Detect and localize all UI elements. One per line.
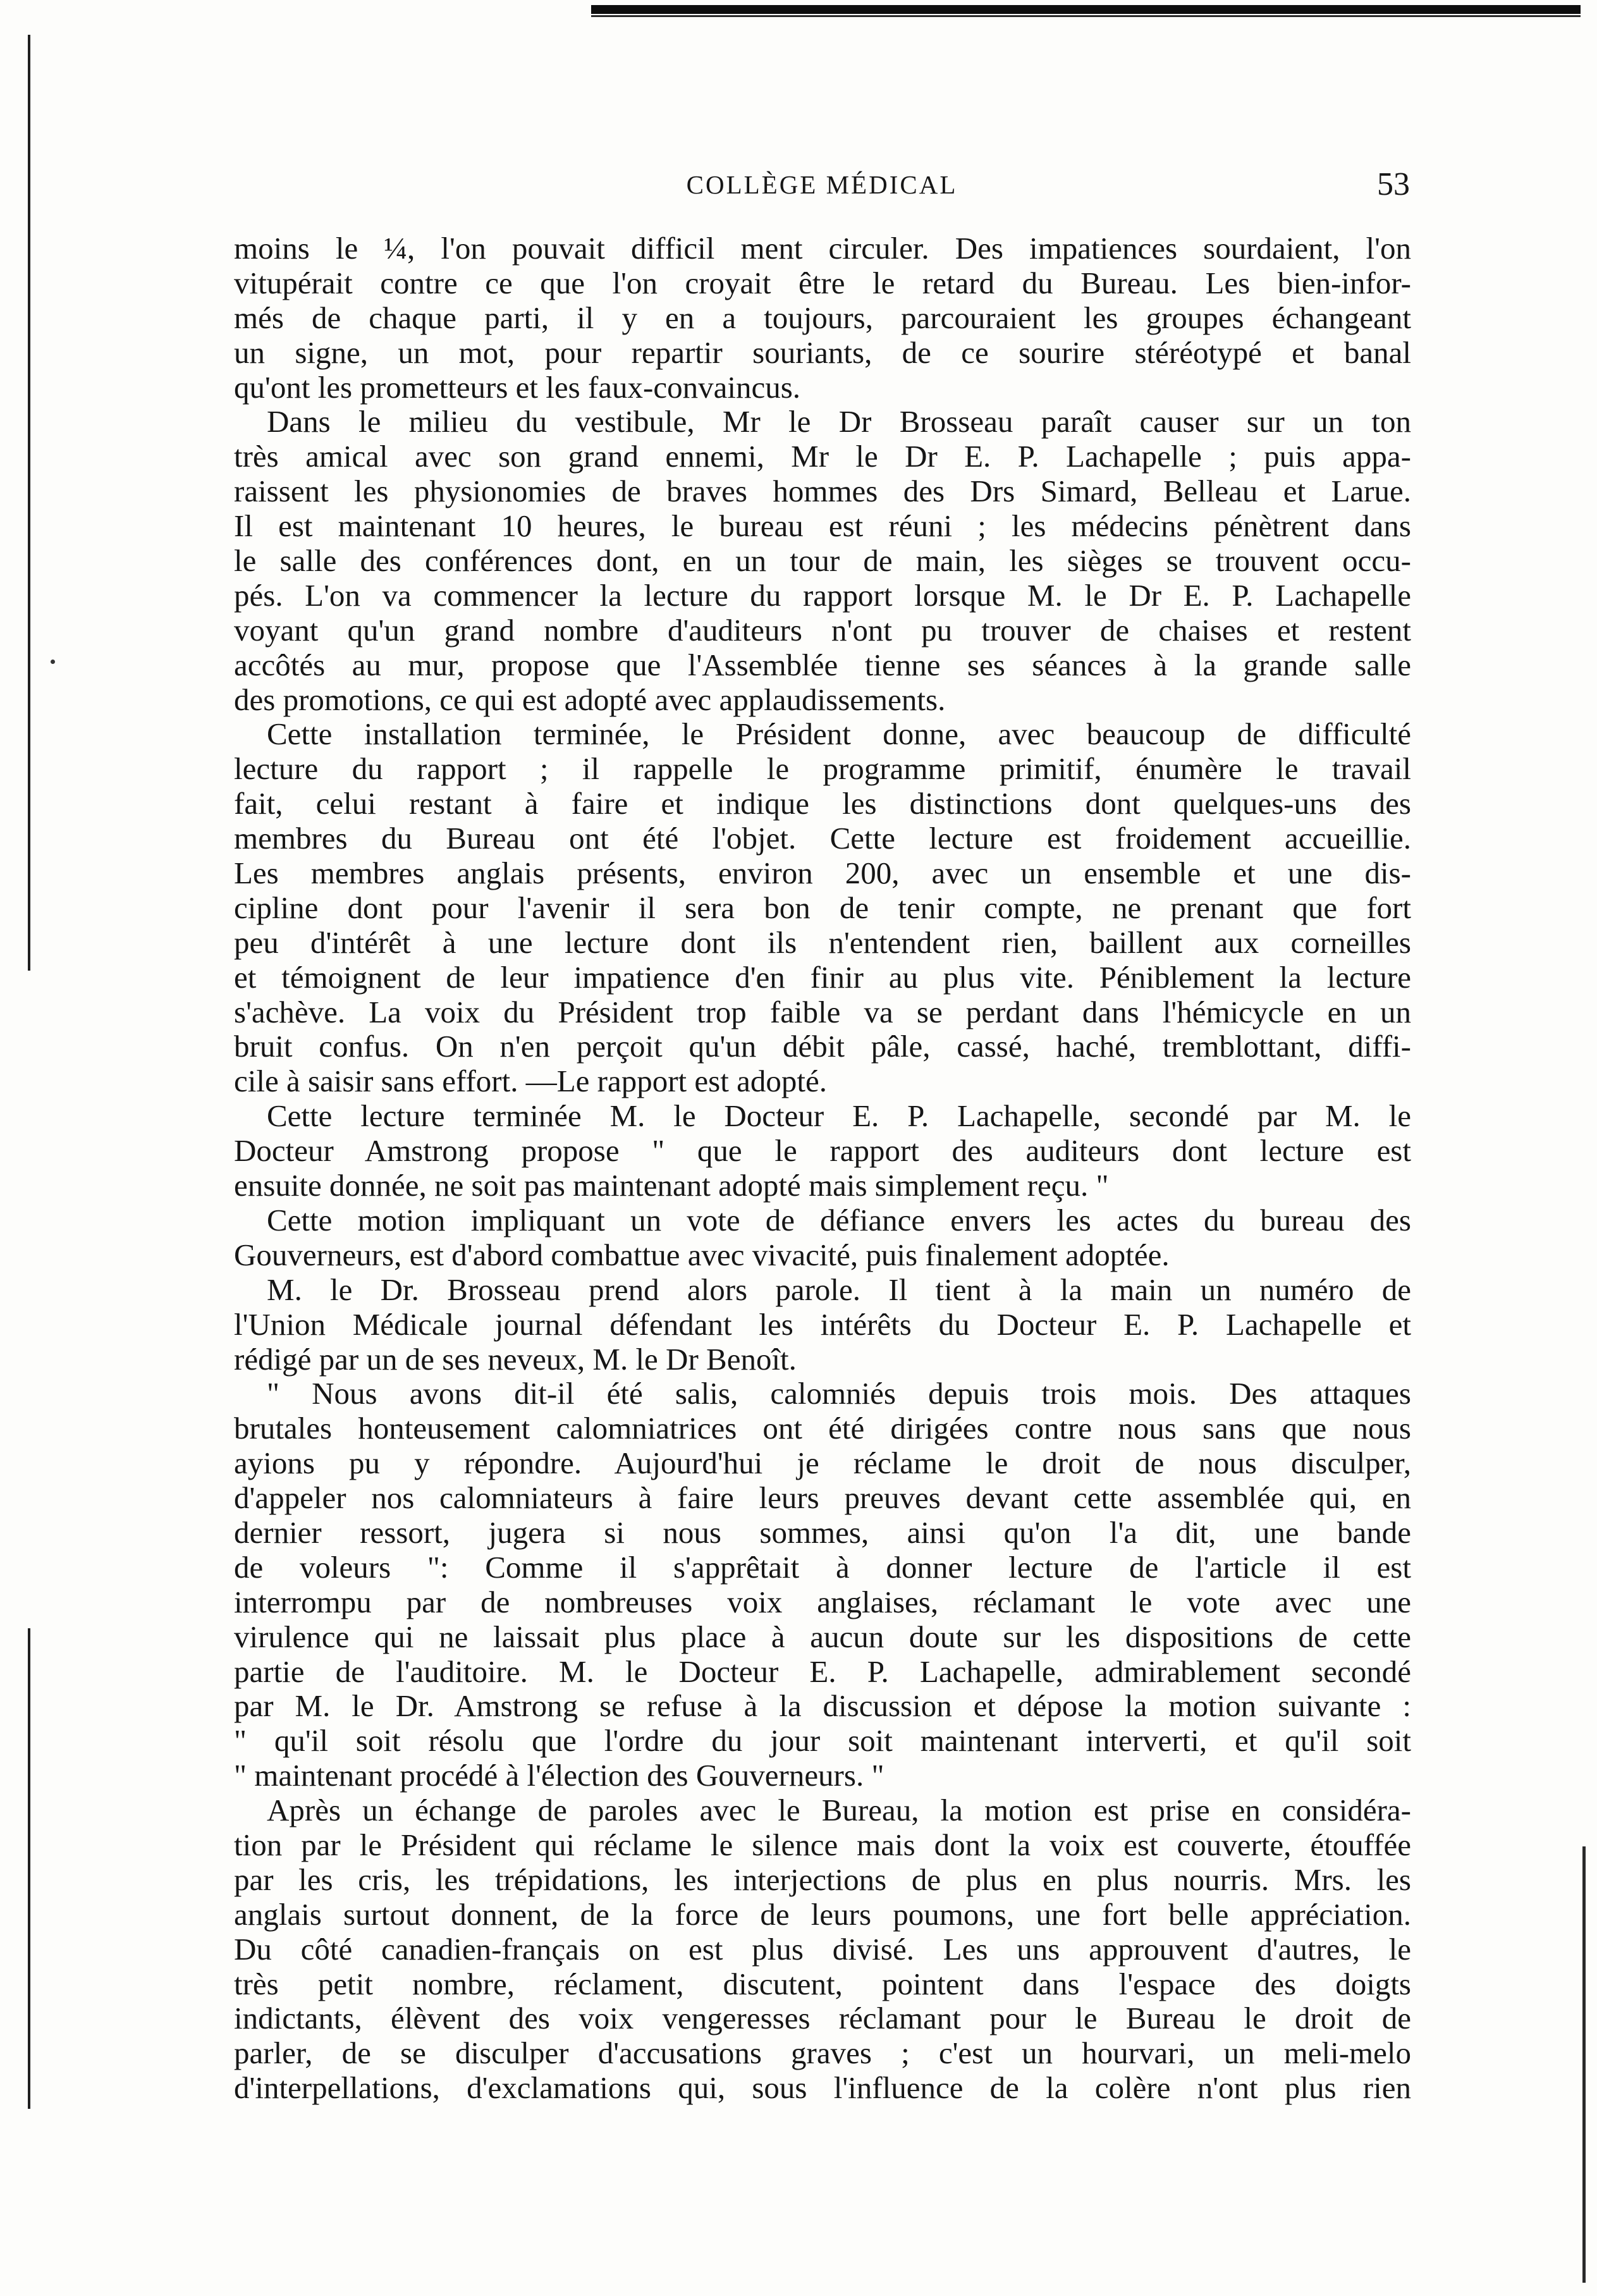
text-line: le salle des conférences dont, en un tour de main, les sièges se trouvent occu- — [234, 544, 1411, 579]
text-line: virulence qui ne laissait plus place à aucun doute sur les dispositions de cette — [234, 1619, 1411, 1654]
page-number: 53 — [1377, 166, 1410, 202]
text-line: més de chaque parti, il y en a toujours, parcouraient les groupes échangeant — [234, 300, 1411, 335]
text-line: Docteur Amstrong propose " que le rapport des auditeurs dont lecture est — [234, 1134, 1411, 1169]
text-line: et témoignent de leur impatience d'en finir au plus vite. Péniblement la lecture — [234, 960, 1411, 995]
text-line: M. le Dr. Brosseau prend alors parole. Il tient à la main un numéro de — [267, 1272, 1411, 1307]
text-line: pés. L'on va commencer la lecture du rapport lorsque M. le Dr E. P. Lachapelle — [234, 578, 1411, 613]
text-line: ayions pu y répondre. Aujourd'hui je réclame le droit de nous disculper, — [234, 1446, 1411, 1481]
text-line: cile à saisir sans effort. —Le rapport est adopté. — [234, 1064, 827, 1099]
text-line: peu d'intérêt à une lecture dont ils n'entendent rien, baillent aux corneilles — [234, 925, 1411, 960]
text-line: d'appeler nos calomniateurs à faire leurs preuves devant cette assemblée qui, en — [234, 1481, 1411, 1516]
text-line: interrompu par de nombreuses voix anglaises, réclamant le vote avec une — [234, 1585, 1411, 1619]
text-line: Dans le milieu du vestibule, Mr le Dr Brosseau paraît causer sur un ton — [267, 405, 1411, 439]
page-header — [234, 166, 1410, 204]
text-line: moins le ¼, l'on pouvait difficil ment circuler. Des impatiences sourdaient, l'on — [234, 231, 1411, 266]
text-line: anglais surtout donnent, de la force de leurs poumons, une fort belle appréciation. — [234, 1897, 1411, 1932]
text-line: très amical avec son grand ennemi, Mr le Dr E. P. Lachapelle ; puis appa- — [234, 439, 1411, 474]
text-line: Il est maintenant 10 heures, le bureau est réuni ; les médecins pénètrent dans — [234, 509, 1411, 544]
scan-border-right — [1582, 1846, 1586, 2283]
text-line: un signe, un mot, pour repartir souriants, de ce sourire stéréotypé et banal — [234, 335, 1411, 370]
text-line: raissent les physionomies de braves hommes des Drs Simard, Belleau et Larue. — [234, 474, 1411, 509]
text-line: bruit confus. On n'en perçoit qu'un débit pâle, cassé, haché, tremblottant, diffi- — [234, 1029, 1411, 1064]
text-line: très petit nombre, réclament, discutent, pointent dans l'espace des doigts — [234, 1967, 1411, 2001]
text-line: brutales honteusement calomniatrices ont été dirigées contre nous sans que nous — [234, 1411, 1411, 1446]
text-line: " maintenant procédé à l'élection des Gouverneurs. " — [234, 1759, 884, 1793]
text-line: vitupérait contre ce que l'on croyait être le retard du Bureau. Les bien-infor- — [234, 266, 1411, 300]
text-line: parler, de se disculper d'accusations graves ; c'est un hourvari, un meli-melo — [234, 2036, 1411, 2071]
scan-border-left-lower — [28, 1628, 30, 2109]
text-line: par les cris, les trépidations, les interjections de plus en plus nourris. Mrs. les — [234, 1862, 1411, 1897]
text-line: " Nous avons dit-il été salis, calomniés depuis trois mois. Des attaques — [267, 1377, 1411, 1411]
text-line: partie de l'auditoire. M. le Docteur E. P. Lachapelle, admirablement secondé — [234, 1654, 1411, 1689]
scan-border-top-thin — [591, 15, 1581, 17]
text-line: cipline dont pour l'avenir il sera bon de tenir compte, ne prenant que fort — [234, 890, 1411, 925]
scan-border-left — [28, 35, 30, 971]
text-line: d'interpellations, d'exclamations qui, sous l'influence de la colère n'ont plus rien — [234, 2071, 1411, 2106]
text-line: dernier ressort, jugera si nous sommes, ainsi qu'on l'a dit, une bande — [234, 1515, 1411, 1550]
text-line: qu'ont les prometteurs et les faux-convaincus. — [234, 370, 801, 405]
scan-border-top — [591, 5, 1581, 14]
scan-speck — [51, 660, 55, 664]
text-line: par M. le Dr. Amstrong se refuse à la discussion et dépose la motion suivante : — [234, 1689, 1411, 1724]
text-line: Les membres anglais présents, environ 200, avec un ensemble et une dis- — [234, 856, 1411, 891]
text-line: s'achève. La voix du Président trop faible va se perdant dans l'hémicycle en un — [234, 995, 1411, 1029]
text-line: de voleurs ": Comme il s'apprêtait à donner lecture de l'article il est — [234, 1550, 1411, 1585]
text-line: l'Union Médicale journal défendant les intérêts du Docteur E. P. Lachapelle et — [234, 1307, 1411, 1342]
body-text — [234, 231, 1411, 2106]
text-line: ensuite donnée, ne soit pas maintenant adopté mais simplement reçu. " — [234, 1169, 1109, 1203]
text-line: indictants, élèvent des voix vengeresses réclamant pour le Bureau le droit de — [234, 2001, 1411, 2036]
text-line: tion par le Président qui réclame le silence mais dont la voix est couverte, étouffée — [234, 1827, 1411, 1862]
text-line: Cette motion impliquant un vote de défiance envers les actes du bureau des — [267, 1203, 1411, 1237]
text-line: " qu'il soit résolu que l'ordre du jour soit maintenant interverti, et qu'il soit — [234, 1724, 1411, 1759]
text-line: rédigé par un de ses neveux, M. le Dr Benoît. — [234, 1342, 797, 1377]
text-line: des promotions, ce qui est adopté avec applaudissements. — [234, 682, 946, 717]
text-line: membres du Bureau ont été l'objet. Cette lecture est froidement accueillie. — [234, 821, 1411, 856]
text-line: fait, celui restant à faire et indique les distinctions dont quelques-uns des — [234, 787, 1411, 821]
text-line: Du côté canadien-français on est plus divisé. Les uns approuvent d'autres, le — [234, 1932, 1411, 1967]
text-line: Gouverneurs, est d'abord combattue avec vivacité, puis finalement adoptée. — [234, 1237, 1170, 1272]
running-title: COLLÈGE MÉDICAL — [686, 170, 958, 199]
text-line: Cette installation terminée, le Président donne, avec beaucoup de difficulté — [267, 717, 1411, 752]
text-line: voyant qu'un grand nombre d'auditeurs n'ont pu trouver de chaises et restent — [234, 613, 1411, 648]
text-line: Cette lecture terminée M. le Docteur E. P. Lachapelle, secondé par M. le — [267, 1099, 1411, 1134]
text-line: Après un échange de paroles avec le Bureau, la motion est prise en considéra- — [267, 1793, 1411, 1828]
text-line: lecture du rapport ; il rappelle le programme primitif, énumère le travail — [234, 752, 1411, 787]
text-line: accôtés au mur, propose que l'Assemblée tienne ses séances à la grande salle — [234, 648, 1411, 682]
